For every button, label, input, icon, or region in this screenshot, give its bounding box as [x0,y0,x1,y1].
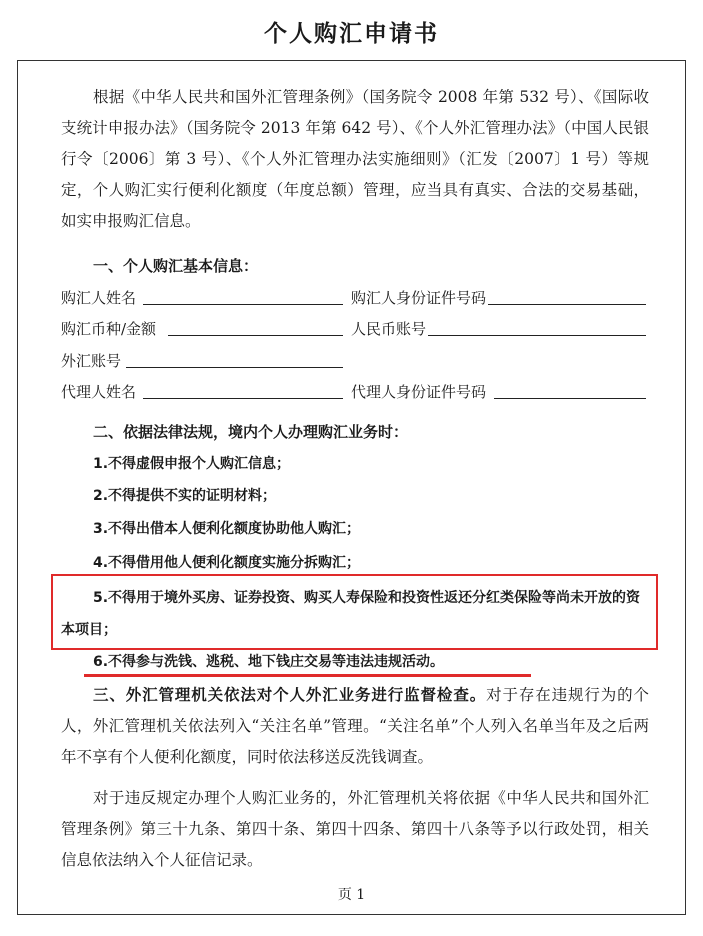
agent-name-field[interactable] [143,398,343,399]
section-3-paragraph [61,680,649,773]
rule-item-2: 2.不得提供不实的证明材料； [93,488,277,504]
fx-account-label: 外汇账号 [61,352,122,370]
buyer-id-label: 购汇人身份证件号码 [351,289,487,307]
section-2-heading: 二、依据法律法规，境内个人办理购汇业务时： [93,423,409,441]
closing-paragraph: 对于违反规定办理个人购汇业务的，外汇管理机关将依据《中华人民共和国外汇管理条例》第三十九条、第四十条、第四十四条、第四十八条等予以行政处罚，相关信息依法纳入个人征信记录。 [61,789,649,869]
agent-name-label: 代理人姓名 [61,383,137,401]
section-1-heading: 一、个人购汇基本信息： [93,257,259,275]
currency-amount-label: 购汇币种/金额 [61,320,157,338]
rmb-account-field[interactable] [428,335,646,336]
intro-paragraph: 根据《中华人民共和国外汇管理条例》（国务院令 2008 年第 532 号）、《国际收支统计申报办法》（国务院令 2013 年第 642 号）、《个人外汇管理办法》（中国人民银行令〔2006〕第 3 号）、《个人外汇管理办法实施细则》（汇发〔2007〕1 号）等规定，个人购汇实行便利化额度（年度总额）管理，应当具有真实、合法的交易基础，如实申报购汇信息。 [61,88,649,230]
highlight-underline [84,674,531,677]
rule-item-3: 3.不得出借本人便利化额度协助他人购汇； [93,521,361,537]
page-number: 页 1 [337,887,366,903]
buyer-name-field[interactable] [143,304,343,305]
fx-account-field[interactable] [126,367,343,368]
document-title: 个人购汇申请书 [264,21,439,47]
agent-id-field[interactable] [494,398,646,399]
rule-item-4: 4.不得借用他人便利化额度实施分拆购汇； [93,555,361,571]
section-3-heading: 三、外汇管理机关依法对个人外汇业务进行监督检查。 [93,686,487,704]
currency-amount-field[interactable] [168,335,343,336]
rule-item-1: 1.不得虚假申报个人购汇信息； [93,456,291,472]
highlight-box [51,574,658,650]
rmb-account-label: 人民币账号 [351,320,427,338]
agent-id-label: 代理人身份证件号码 [351,383,487,401]
buyer-id-field[interactable] [488,304,646,305]
rule-item-6: 6.不得参与洗钱、逃税、地下钱庄交易等违法违规活动。 [93,654,445,670]
buyer-name-label: 购汇人姓名 [61,289,137,307]
rule-item-5: 5.不得用于境外买房、证券投资、购买人寿保险和投资性返还分红类保险等尚未开放的资本项目； [61,590,641,638]
section-3-text: 对于存在违规行为的个人，外汇管理机关依法列入“关注名单”管理。“关注名单”个人列入名单当年及之后两年不享有个人便利化额度，同时依法移送反洗钱调查。 [61,686,649,766]
